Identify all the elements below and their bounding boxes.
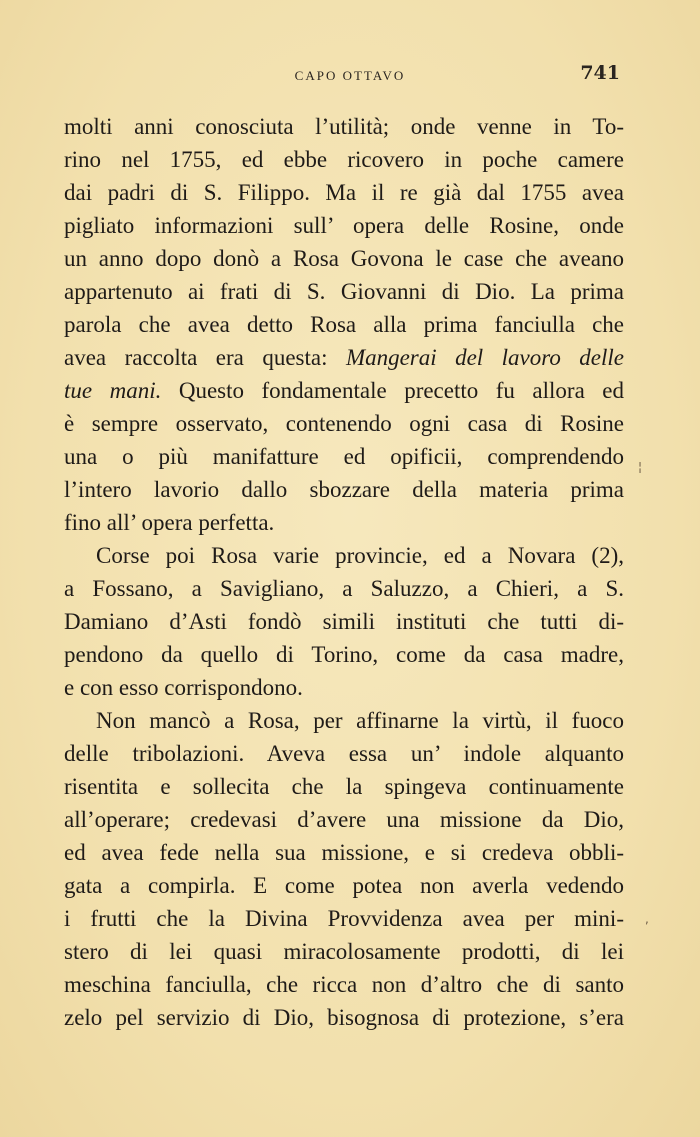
text-line: appartenuto ai frati di S. Giovanni di Dio. La prima (64, 279, 624, 304)
text-line: parola che avea detto Rosa alla prima fanciulla che (64, 312, 624, 337)
text-line: rino nel 1755, ed ebbe ricovero in poche camere (64, 147, 624, 172)
italic-quote: tue mani. (64, 378, 162, 403)
text-line: un anno dopo donò a Rosa Govona le case che aveano (64, 246, 624, 271)
text-line (64, 341, 624, 374)
text-line: Corse poi Rosa varie provincie, ed a Novara (2), (96, 543, 624, 568)
text-line: è sempre osservato, contenendo ogni casa di Rosine (64, 411, 624, 436)
text-line: delle tribolazioni. Aveva essa un’ indole alquanto (64, 741, 624, 766)
text-line: una o più manifatture ed opificii, comprendendo (64, 444, 624, 469)
running-title: CAPO OTTAVO (294, 68, 406, 83)
margin-stain-mark: , (645, 912, 649, 926)
body-text (64, 110, 624, 1034)
text-line: e con esso corrispondono. (64, 675, 303, 700)
text-line: Non mancò a Rosa, per affinarne la virtù, il fuoco (96, 708, 624, 733)
italic-quote: Mangerai del lavoro delle (345, 345, 624, 370)
text-line: zelo pel servizio di Dio, bisognosa di protezione, s’era (64, 1005, 624, 1030)
page-number: 741 (580, 62, 620, 84)
text-segment: Questo fondamentale precetto fu allora ed (161, 378, 624, 403)
text-line: meschina fanciulla, che ricca non d’altro che di santo (64, 972, 624, 997)
text-line: gata a compirla. E come potea non averla vedendo (64, 873, 624, 898)
text-line: stero di lei quasi miracolosamente prodotti, di lei (64, 939, 624, 964)
text-line (64, 374, 624, 407)
text-line: risentita e sollecita che la spingeva continuamente (64, 774, 624, 799)
text-line: molti anni conosciuta l’utilità; onde venne in To- (64, 114, 624, 139)
text-segment: avea raccolta era questa: (64, 345, 346, 370)
text-line: ed avea fede nella sua missione, e si credeva obbli- (64, 840, 624, 865)
text-line: pendono da quello di Torino, come da casa madre, (64, 642, 624, 667)
text-line: l’intero lavorio dallo sbozzare della materia prima (64, 477, 624, 502)
margin-stain-mark: ¦ (638, 460, 643, 474)
text-line: all’operare; credevasi d’avere una missione da Dio, (64, 807, 624, 832)
text-line: dai padri di S. Filippo. Ma il re già dal 1755 avea (64, 180, 624, 205)
text-line: pigliato informazioni sull’ opera delle Rosine, onde (64, 213, 624, 238)
text-line: a Fossano, a Savigliano, a Saluzzo, a Chieri, a S. (64, 576, 624, 601)
text-line: i frutti che la Divina Provvidenza avea per mini- (64, 906, 624, 931)
text-line: fino all’ opera perfetta. (64, 510, 275, 535)
text-line: Damiano d’Asti fondò simili instituti che tutti di- (64, 609, 624, 634)
